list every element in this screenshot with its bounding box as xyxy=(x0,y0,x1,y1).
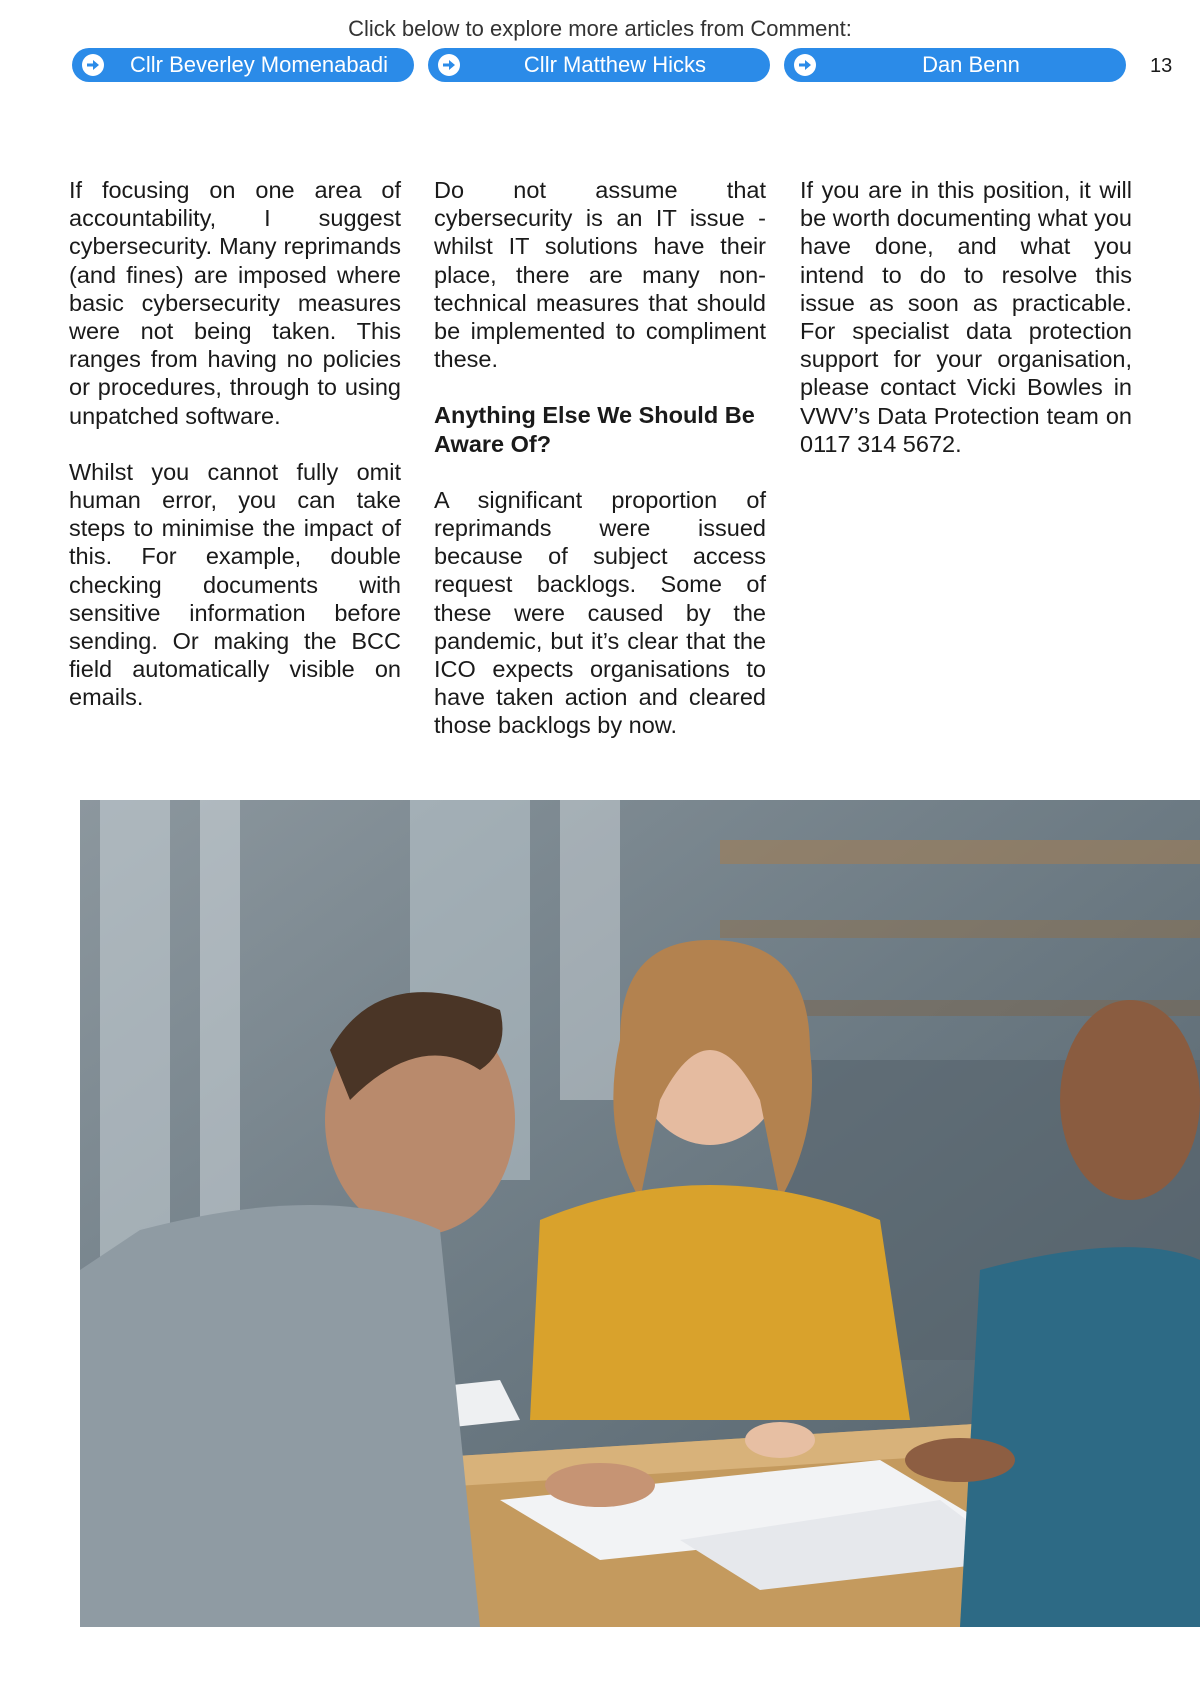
page-number: 13 xyxy=(1150,55,1173,77)
paragraph: Whilst you cannot fully omit human error, you can take steps to minimise the impact of this. For example, double checking documents with sensitive information before sending. Or making the BCC field automatically visible on emails. xyxy=(69,458,401,711)
nav-button-dan-benn[interactable] xyxy=(784,48,1126,82)
article-column-2 xyxy=(434,176,766,768)
arrow-right-circle-icon xyxy=(794,54,816,76)
nav-button-label: Cllr Matthew Hicks xyxy=(523,52,707,77)
article-nav xyxy=(72,48,1132,82)
paragraph: If focusing on one area of accountability, I suggest cybersecurity. Many reprimands (and fines) are imposed where basic cybersecurity measures were not being taken. This ranges from having no policies or procedures, through to using unpatched software. xyxy=(69,177,401,429)
nav-button-beverley-momenabadi[interactable] xyxy=(72,48,414,82)
nav-button-label: Dan Benn xyxy=(922,52,1020,77)
explore-prompt: Click below to explore more articles from Comment: xyxy=(348,16,852,41)
arrow-right-circle-icon xyxy=(438,54,460,76)
nav-button-matthew-hicks[interactable] xyxy=(428,48,770,82)
paragraph: Do not assume that cybersecurity is an IT issue - whilst IT solutions have their place, there are many non-technical measures that should be implemented to compliment these. xyxy=(434,177,766,373)
paragraph: If you are in this position, it will be worth documenting what you have done, and what you intend to do to resolve this issue as soon as practicable. For specialist data protection support for your organisation, please contact Vicki Bowles in VWV’s Data Protection team on 0117 314 5672. xyxy=(800,177,1132,457)
nav-button-label: Cllr Beverley Momenabadi xyxy=(130,52,388,77)
office-meeting-photo xyxy=(80,800,1200,1627)
section-heading: Anything Else We Should Be Aware Of? xyxy=(434,402,755,457)
article-column-3 xyxy=(800,176,1132,486)
article-column-1 xyxy=(69,176,401,740)
arrow-right-circle-icon xyxy=(82,54,104,76)
paragraph: A significant proportion of reprimands were issued because of subject access request backlogs. Some of these were caused by the pandemic, but it’s clear that the ICO expects organisations to have taken action and cleared those backlogs by now. xyxy=(434,486,766,739)
